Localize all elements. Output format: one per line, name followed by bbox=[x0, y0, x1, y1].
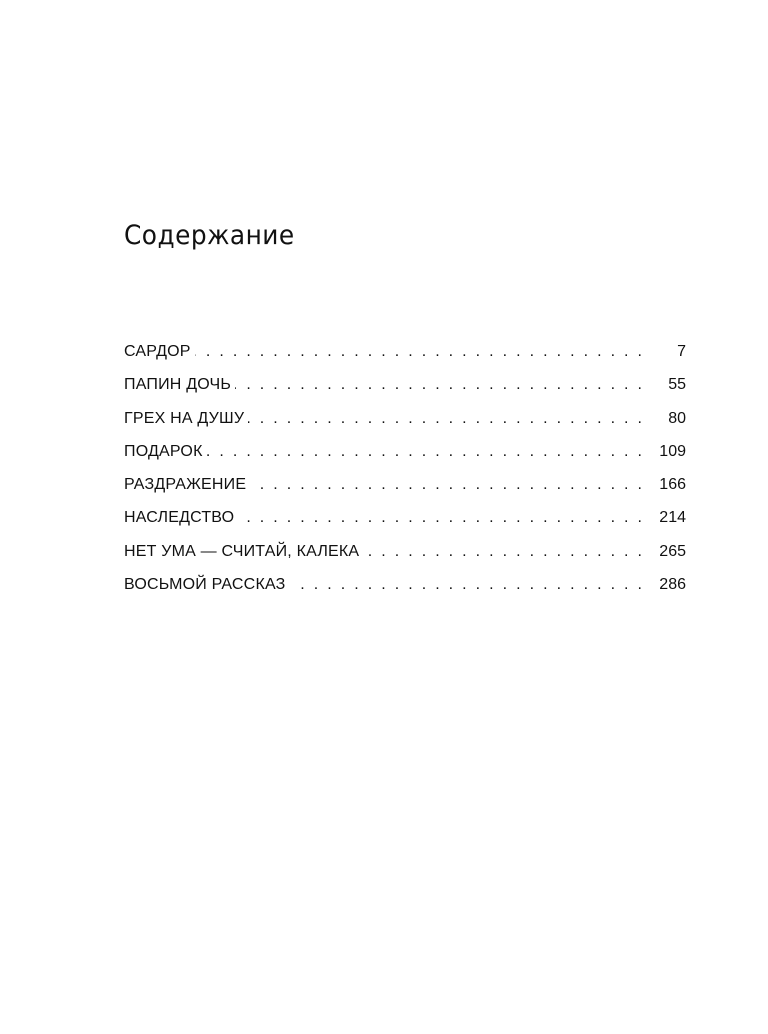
dot-leader bbox=[195, 337, 650, 367]
toc-entry[interactable] bbox=[124, 370, 686, 403]
toc-entry-title: ПОДАРОК bbox=[124, 442, 203, 460]
toc-entry-page: 265 bbox=[659, 542, 686, 560]
dot-leader bbox=[250, 470, 650, 500]
toc-entry-title: САРДОР bbox=[124, 343, 191, 360]
toc-entry-page: 55 bbox=[668, 376, 686, 394]
toc-entry-page: 286 bbox=[659, 576, 686, 594]
toc-entry[interactable] bbox=[124, 537, 686, 570]
toc-entry-title: НАСЛЕДСТВО bbox=[124, 509, 235, 527]
toc-heading: Содержание bbox=[124, 220, 295, 251]
toc-entry[interactable] bbox=[124, 503, 686, 536]
toc-entry[interactable] bbox=[124, 570, 686, 603]
dot-leader bbox=[238, 503, 650, 533]
toc-entry-page: 109 bbox=[659, 442, 686, 460]
dot-leader bbox=[248, 404, 650, 434]
dot-leader bbox=[363, 537, 650, 567]
toc-entry-title: РАЗДРАЖЕНИЕ bbox=[124, 476, 247, 494]
dot-leader bbox=[207, 437, 650, 467]
toc-entry[interactable] bbox=[124, 404, 686, 437]
dot-leader bbox=[235, 370, 650, 400]
toc-entry-page: 7 bbox=[677, 343, 686, 360]
toc-entry-page: 80 bbox=[668, 409, 686, 427]
toc-entry-title: НЕТ УМА — СЧИТАЙ, КАЛЕКА bbox=[124, 542, 360, 560]
toc-entry[interactable] bbox=[124, 337, 686, 370]
dot-leader bbox=[290, 570, 650, 600]
toc-entry-page: 166 bbox=[659, 476, 686, 494]
toc-entry[interactable] bbox=[124, 470, 686, 503]
toc-entry-title: ГРЕХ НА ДУШУ bbox=[124, 409, 245, 427]
toc-entry-title: ПАПИН ДОЧЬ bbox=[124, 376, 232, 394]
toc-entry[interactable] bbox=[124, 437, 686, 470]
toc-entry-page: 214 bbox=[659, 509, 686, 527]
table-of-contents bbox=[124, 337, 686, 603]
toc-entry-title: ВОСЬМОЙ РАССКАЗ bbox=[124, 576, 286, 594]
